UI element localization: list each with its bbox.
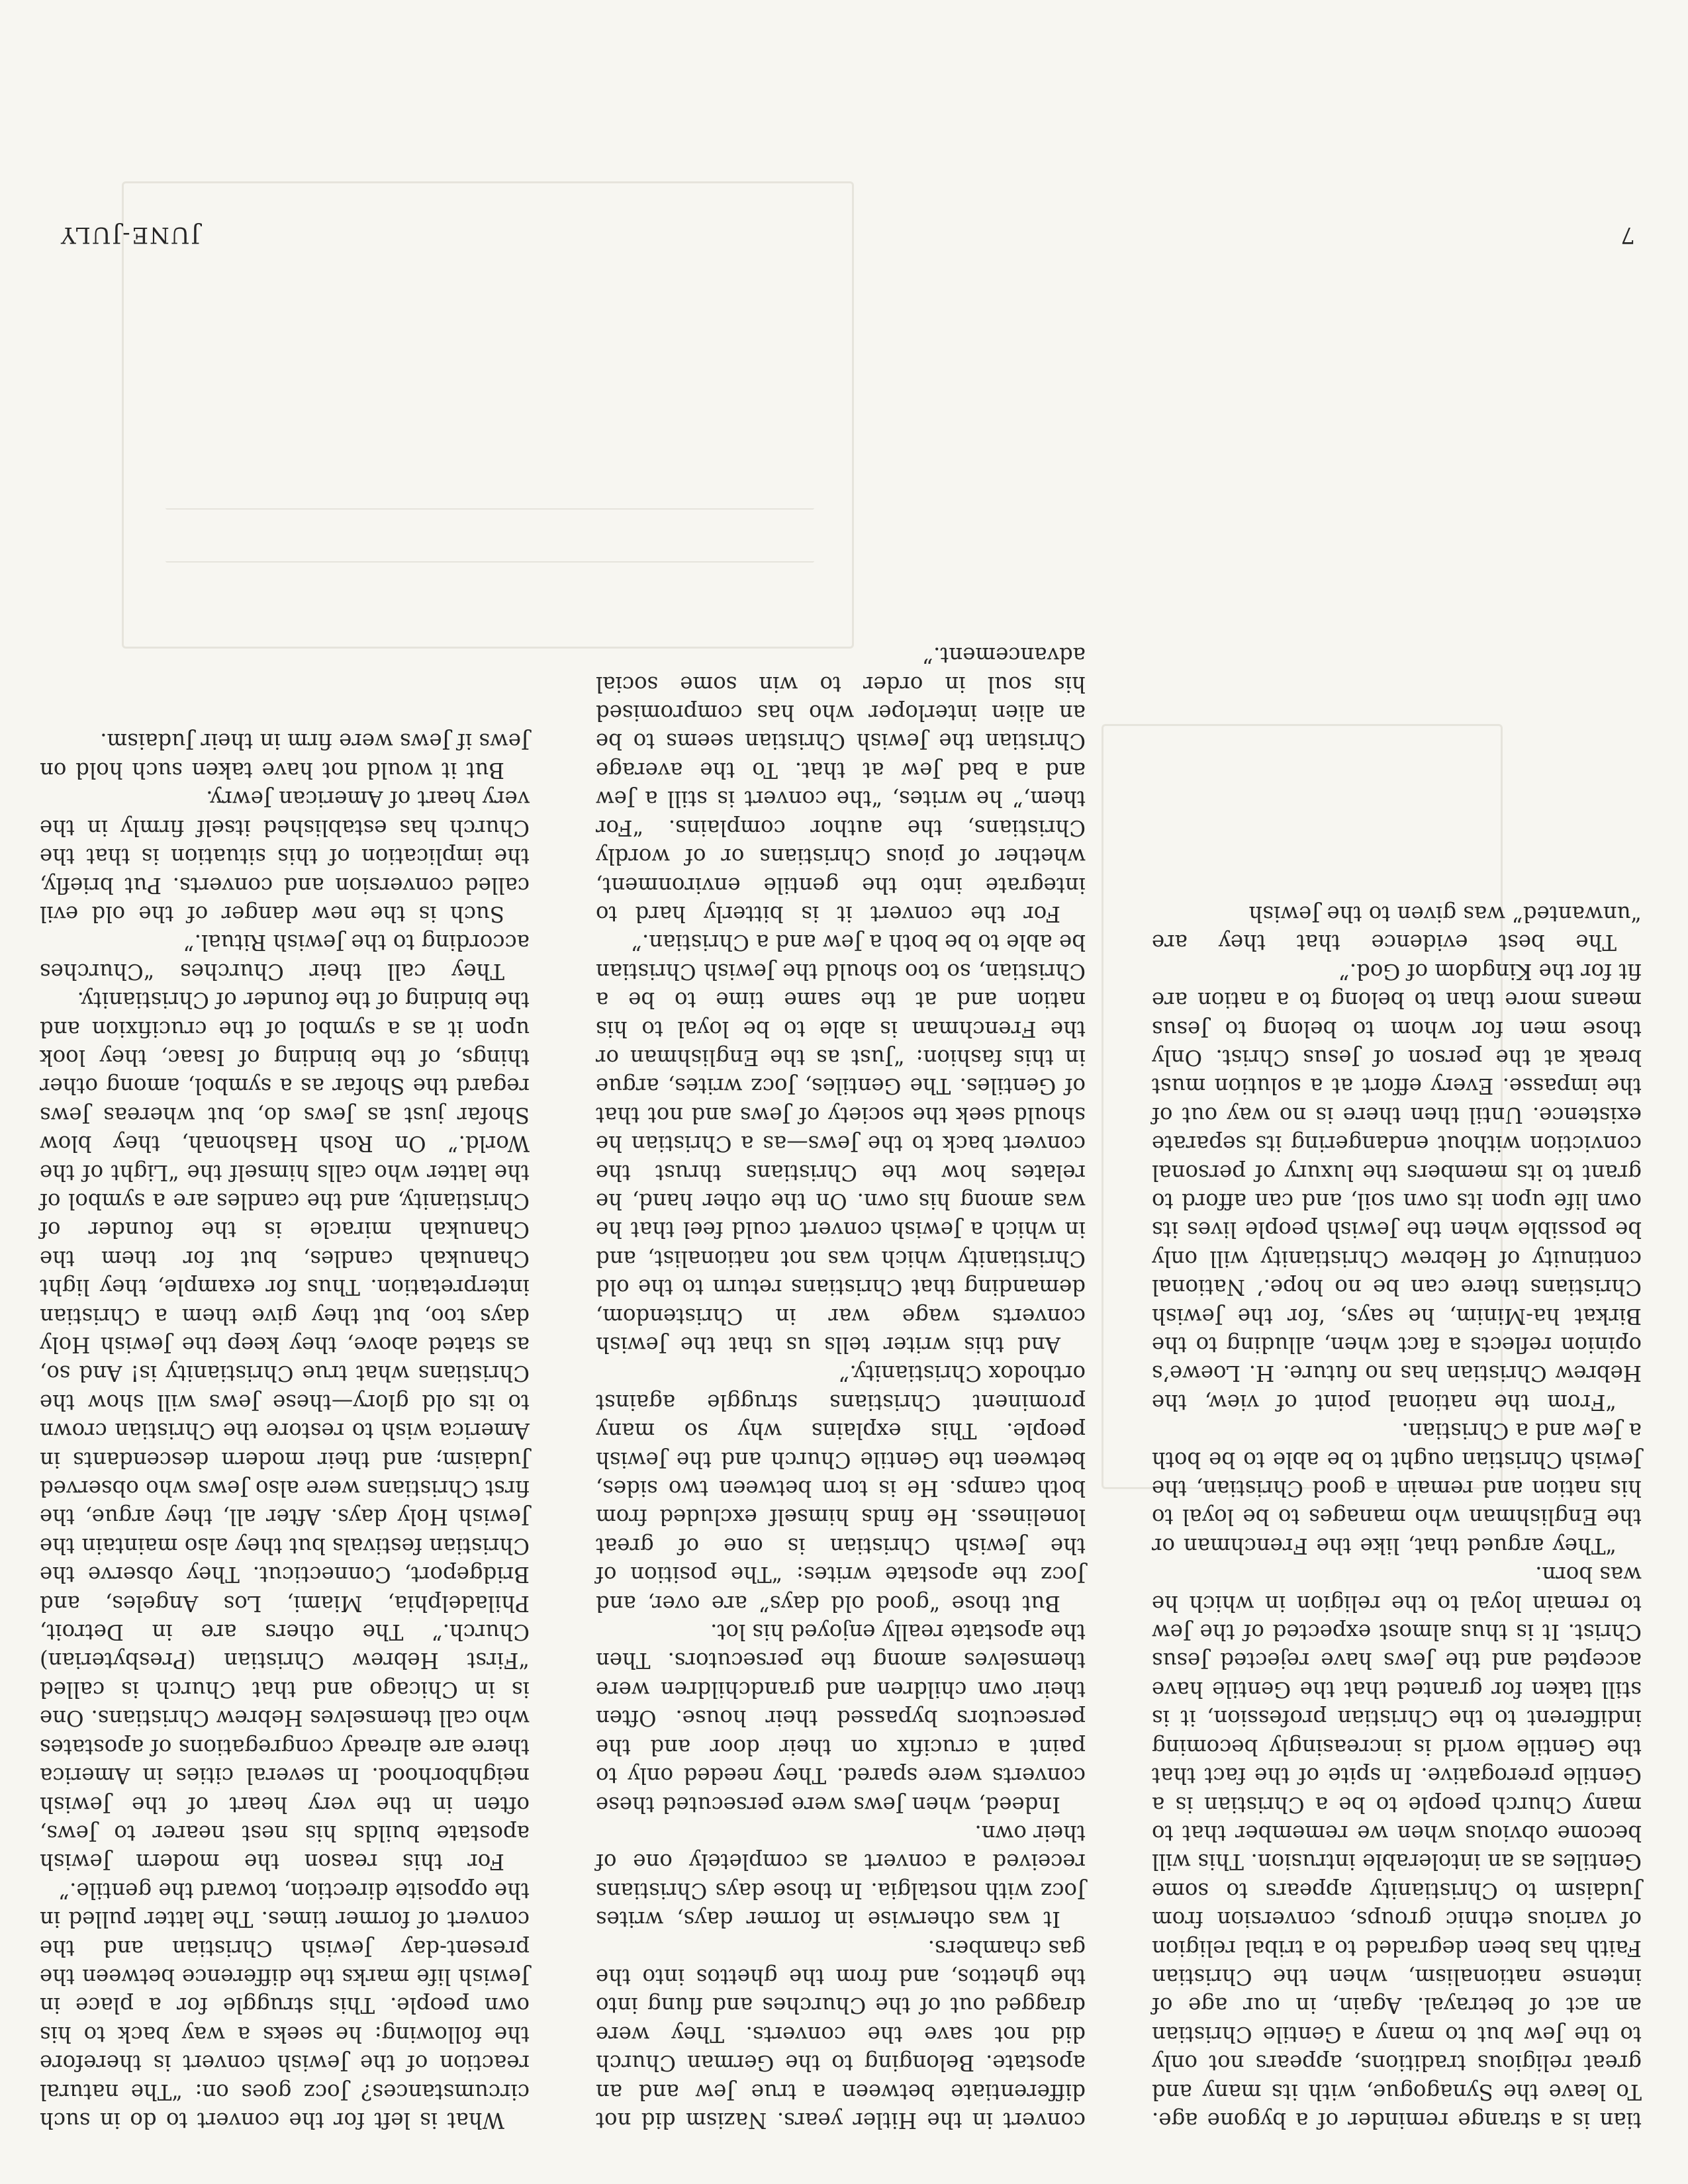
- paragraph: For the convert it is bitterly hard to integrate into the gentile environment, whether of pious Christians or of wordly Christians, the author complains. “For them,” he writes, “the convert is still a Jew and a bad Jew at that. To the average Christian the Jewish Christian seems to be an alien interloper who has compromised his soul in order to win some social advancement.”: [596, 643, 1086, 927]
- paragraph: But those “good old days” are over, and Jocz the apostate writes: “The position of the Jewish Christian is one of great loneliness. He finds himself excluded from both camps. He is torn between two sides, between the Gentile Church and the Jewish people. This explains why so many prominent Christians struggle against orthodox Christianity.”: [596, 1361, 1086, 1616]
- paragraph: “From the national point of view, the Hebrew Christian has no future. H. Loewe’s opinion reflects a fact when, alluding to the Birkat ha-Minim, he says, ‘for the Jewish Christians there can be no hope.’ National continuity of Hebrew Christianity will only be possible when the Jewish people lives its own life upon its own soil, and can afford to grant to its members the luxury of personal conviction without endangering its separate existence. Until then there is no way out of the impasse. Every effort at a solution must break at the person of Jesus Christ. Only those men for whom to belong to Jesus means more than to belong to a nation are fit for the Kingdom of God.”: [1152, 958, 1642, 1415]
- paragraph: They call their Churches “Churches according to the Jewish Ritual.”: [40, 930, 530, 984]
- running-head: JUNE-JULY: [60, 222, 201, 248]
- column-3: [40, 261, 530, 2134]
- paragraph: For this reason the modern Jewish apostate builds his nest nearer to Jews, often in the very heart of the Jewish neighborhood. In several cities in America there are already congregations of apostates who call themselves Hebrew Christians. One is in Chicago and that Church is called “First Hebrew Christian (Presbyterian) Church.” The others are in Detroit, Philadelphia, Miami, Los Angeles, and Bridgeport, Connecticut. They observe the Christian festivals but they also maintain the Jewish Holy days. After all, they argue, the first Christians were also Jews who observed Judaism; and their modern descendants in America wish to restore the Christian crown to its old glory—these Jews will show the Christians what true Christianity is! And so, as stated above, they keep the Jewish Holy days too, but they give them a Christian interpretation. Thus for example, they light Chanukah candles, but for them the Chanukah miracle is the founder of Christianity, and the candles are a symbol of the latter who calls himself the “Light of the World.” On Rosh Hashonah, they blow Shofar just as Jews do, but whereas Jews regard the Shofar as a symbol, among other things, of the binding of Isaac, they look upon it as a symbol of the crucifixion and the binding of the founder of Christianity.: [40, 987, 530, 1875]
- article-body: [40, 261, 1642, 2134]
- paragraph: tian is a strange reminder of a bygone age. To leave the Synagogue, with its many and great religious traditions, appears not only to the Jew but to many a Gentile Christian an act of betrayal. Again, in our age of intense nationalism, when the Christian Faith has been degraded to a tribal religion of various ethnic groups, conversion from Judaism to Christianity appears to some Gentiles as an intolerable intrusion. This will become obvious when we remember that to many Church people to be a Christian is a Gentile prerogative. In spite of the fact that the Gentile world is increasingly becoming indifferent to the Christian profession, it is still taken for granted that the Gentile have accepted and the Jews have rejected Jesus Christ. It is thus almost expected of the Jew to remain loyal to the religion in which he was born.: [1152, 1562, 1642, 2133]
- column-1: [1152, 261, 1642, 2134]
- paragraph: Indeed, when Jews were persecuted these converts were spared. They needed only to paint a crucifix on their door and the persecutors bypassed their house. Often their own children and grandchildren were themselves among the persecutors. Then the apostate really enjoyed his lot.: [596, 1619, 1086, 1817]
- page-number: 7: [1620, 222, 1635, 248]
- paragraph: It was otherwise in former days, writes Jocz with nostalgia. In those days Christians received a convert as completely one of their own.: [596, 1820, 1086, 1933]
- paragraph: The best evidence that they are “unwanted” was given to the Jewish: [1152, 901, 1642, 956]
- paragraph: Such is the new danger of the old evil called conversion and converts. Put briefly, the implication of this situation is that the Church has established itself firmly in the very heart of American Jewry.: [40, 786, 530, 927]
- paragraph: And this writer tells us that the Jewish converts wage war in Christendom, demanding that Christians return to the old Christianity which was not nationalist, and in which a Jewish convert could feel that he was among his own. On the other hand, he relates how the Christians thrust the convert back to the Jews—as a Christian he should seek the society of Jews and not that of Gentiles. The Gentiles, Jocz writes, argue in this fashion: “Just as the Englishman or the Frenchman is able to be loyal to his nation and at the same time to be a Christian, so too should the Jewish Christian be able to be both a Jew and a Christian.”: [596, 930, 1086, 1358]
- paragraph: What is left for the convert to do in such circumstances? Jocz goes on: “The natural reaction of the Jewish convert is therefore the following: he seeks a way back to his own people. This struggle for a place in Jewish life marks the difference between the present-day Jewish Christian and the convert of former times. The latter pulled in the opposite direction, toward the gentile.”: [40, 1878, 530, 2133]
- paragraph: But it would not have taken such hold on Jews if Jews were firm in their Judaism.: [40, 729, 530, 783]
- column-2: [596, 261, 1086, 2134]
- paragraph: “They argued that, like the Frenchman or the Englishman who manages to be loyal to his nation and remain a good Christian, the Jewish Christian ought to be able to be both a Jew and a Christian.: [1152, 1418, 1642, 1559]
- paragraph: convert in the Hitler years. Nazism did not differentiate between a true Jew and an apostate. Belonging to the German Church did not save the converts. They were dragged out of the Churches and flung into the ghettos, and from the ghettos into the gas chambers.: [596, 1935, 1086, 2133]
